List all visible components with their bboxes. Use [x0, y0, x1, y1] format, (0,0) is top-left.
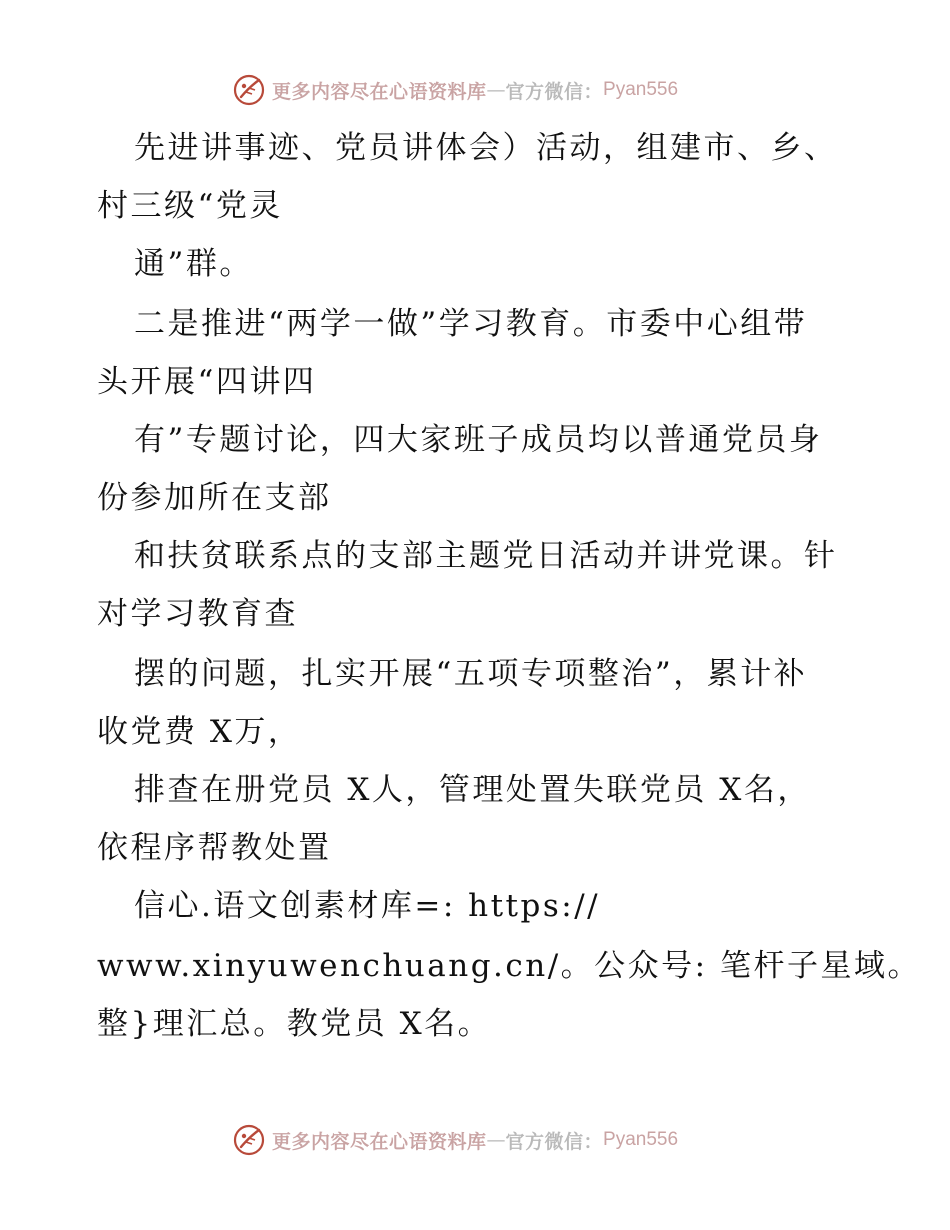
body-line-16: 整}理汇总。教党员 X名。: [97, 1006, 492, 1042]
body-line-15: www.xinyuwenchuang.cn/。公众号: 笔杆子星域。: [97, 948, 921, 984]
footer-banner: [232, 1122, 678, 1158]
feather-seal-icon: [232, 73, 266, 107]
body-line-7: 份参加所在支部: [97, 480, 332, 516]
body-line-10: 摆的问题，扎实开展“五项专项整治”，累计补: [134, 656, 808, 692]
footer-wechat-label: 官方微信：: [505, 1130, 604, 1153]
body-line-2: 村三级“党灵: [97, 188, 283, 224]
footer-banner-text: 更多内容尽在心语资料库: [272, 1130, 487, 1153]
body-line-4: 二是推进“两学一做”学习教育。市委中心组带: [134, 306, 808, 342]
body-line-9: 对学习教育查: [97, 596, 298, 632]
body-line-6: 有”专题讨论，四大家班子成员均以普通党员身: [134, 422, 823, 458]
header-banner-dash: —: [486, 79, 506, 101]
header-banner-text: 更多内容尽在心语资料库: [272, 80, 487, 103]
body-line-12: 排查在册党员 X人，管理处置失联党员 X名，: [134, 772, 811, 808]
body-line-8: 和扶贫联系点的支部主题党日活动并讲党课。针: [134, 538, 838, 574]
body-line-14: 信心.语文创素材库=: https://: [134, 888, 601, 924]
header-wechat-id: Pyan556: [603, 79, 679, 100]
body-line-1: 先进讲事迹、党员讲体会）活动，组建市、乡、: [134, 130, 838, 166]
body-line-11: 收党费 X万，: [97, 714, 302, 750]
body-line-5: 头开展“四讲四: [97, 364, 317, 400]
body-line-3: 通”群。: [134, 246, 253, 282]
footer-wechat-id: Pyan556: [603, 1129, 679, 1150]
header-banner: [232, 72, 678, 108]
header-wechat-label: 官方微信：: [505, 80, 604, 103]
body-line-13: 依程序帮教处置: [97, 830, 332, 866]
footer-banner-dash: —: [486, 1129, 506, 1151]
feather-seal-icon: [232, 1123, 266, 1157]
